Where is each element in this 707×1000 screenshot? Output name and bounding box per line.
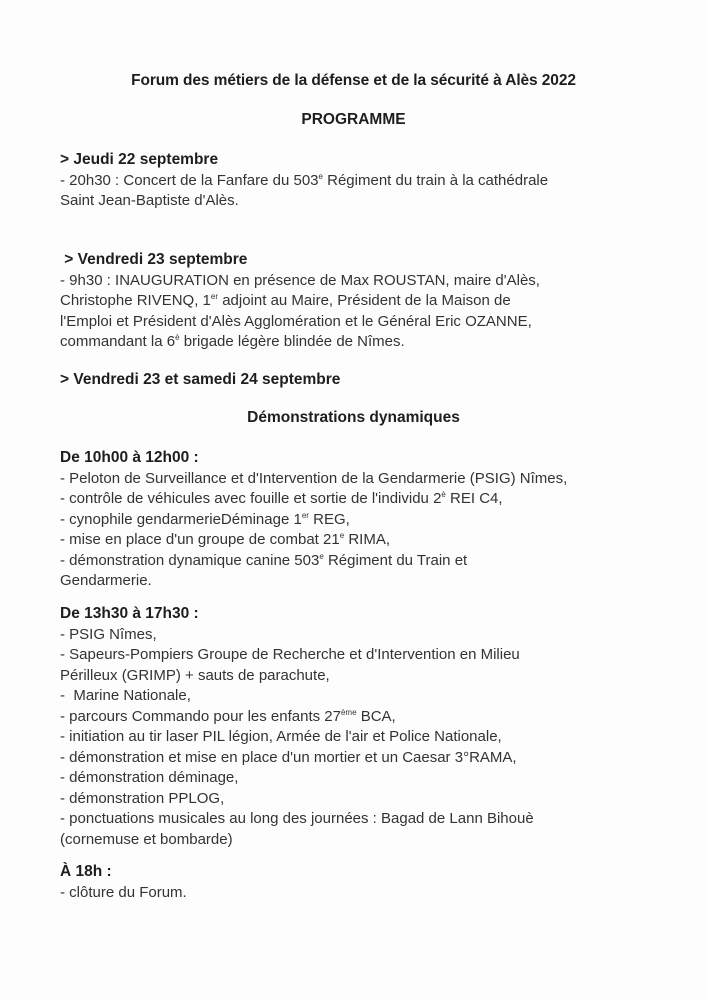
section-line: l'Emploi et Président d'Alès Agglomération et le Général Eric OZANNE,	[60, 312, 532, 330]
slot-line: - démonstration PPLOG,	[60, 789, 225, 807]
demonstrations-heading: Démonstrations dynamiques	[247, 409, 460, 426]
slot-morning	[60, 448, 680, 592]
slot-line: - clôture du Forum.	[60, 883, 187, 901]
section-heading: > Vendredi 23 septembre	[60, 251, 248, 268]
section-line: commandant la $6^è$ brigade légère blindée de Nîmes.	[60, 333, 405, 350]
slot-heading: De 10h00 à 12h00 :	[60, 449, 199, 466]
section-heading: > Jeudi 22 septembre	[60, 151, 219, 168]
section-vendredi-samedi	[60, 370, 680, 391]
slot-line: - ponctuations musicales au long des journées : Bagad de Lann Bihouè	[60, 810, 534, 827]
slot-line: Gendarmerie.	[60, 572, 152, 589]
document-title: Forum des métiers de la défense et de la sécurité à Alès 2022	[131, 72, 576, 89]
slot-line: - Marine Nationale,	[60, 687, 191, 704]
section-line: Christophe RIVENQ, 1er adjoint au Maire, Président de la Maison de	[60, 292, 511, 309]
slot-line: - Sapeurs-Pompiers Groupe de Recherche et d'Intervention en Milieu	[60, 646, 520, 663]
slot-line: - démonstration déminage,	[60, 769, 239, 786]
section-line: Saint Jean-Baptiste d'Alès.	[60, 192, 239, 209]
slot-line: - mise en place d'un groupe de combat 21e RIMA,	[60, 531, 391, 548]
slot-line: Périlleux (GRIMP) + sauts de parachute,	[60, 666, 330, 684]
slot-heading: De 13h30 à 17h30 :	[60, 605, 199, 622]
slot-line: - initiation au tir laser PIL légion, Armée de l'air et Police Nationale,	[60, 728, 502, 745]
slot-line: - parcours Commando pour les enfants 27ème BCA,	[60, 707, 396, 725]
section-vendredi	[60, 250, 680, 353]
slot-line: - contrôle de véhicules avec fouille et sortie de l'individu $2^è$ REI C4,	[60, 490, 503, 507]
slot-heading: À 18h :	[60, 863, 112, 880]
section-heading: > Vendredi 23 et samedi 24 septembre	[60, 371, 341, 388]
slot-line: - démonstration dynamique canine 503e Régiment du Train et	[60, 551, 468, 569]
slot-afternoon	[60, 604, 680, 850]
slot-line: (cornemuse et bombarde)	[60, 830, 233, 848]
slot-line: - Peloton de Surveillance et d'Intervention de la Gendarmerie (PSIG) Nîmes,	[60, 469, 568, 487]
slot-line: - cynophile gendarmerieDéminage 1er REG,	[60, 510, 350, 528]
slot-line: - démonstration et mise en place d'un mortier et un Caesar 3°RAMA,	[60, 748, 517, 766]
programme-heading: PROGRAMME	[301, 111, 406, 128]
slot-line: - PSIG Nîmes,	[60, 625, 157, 643]
slot-closing	[60, 862, 680, 903]
section-line: - 9h30 : INAUGURATION en présence de Max ROUSTAN, maire d'Alès,	[60, 271, 540, 289]
section-line: - 20h30 : Concert de la Fanfare du 503e Régiment du train à la cathédrale	[60, 171, 549, 189]
section-jeudi	[60, 150, 680, 212]
